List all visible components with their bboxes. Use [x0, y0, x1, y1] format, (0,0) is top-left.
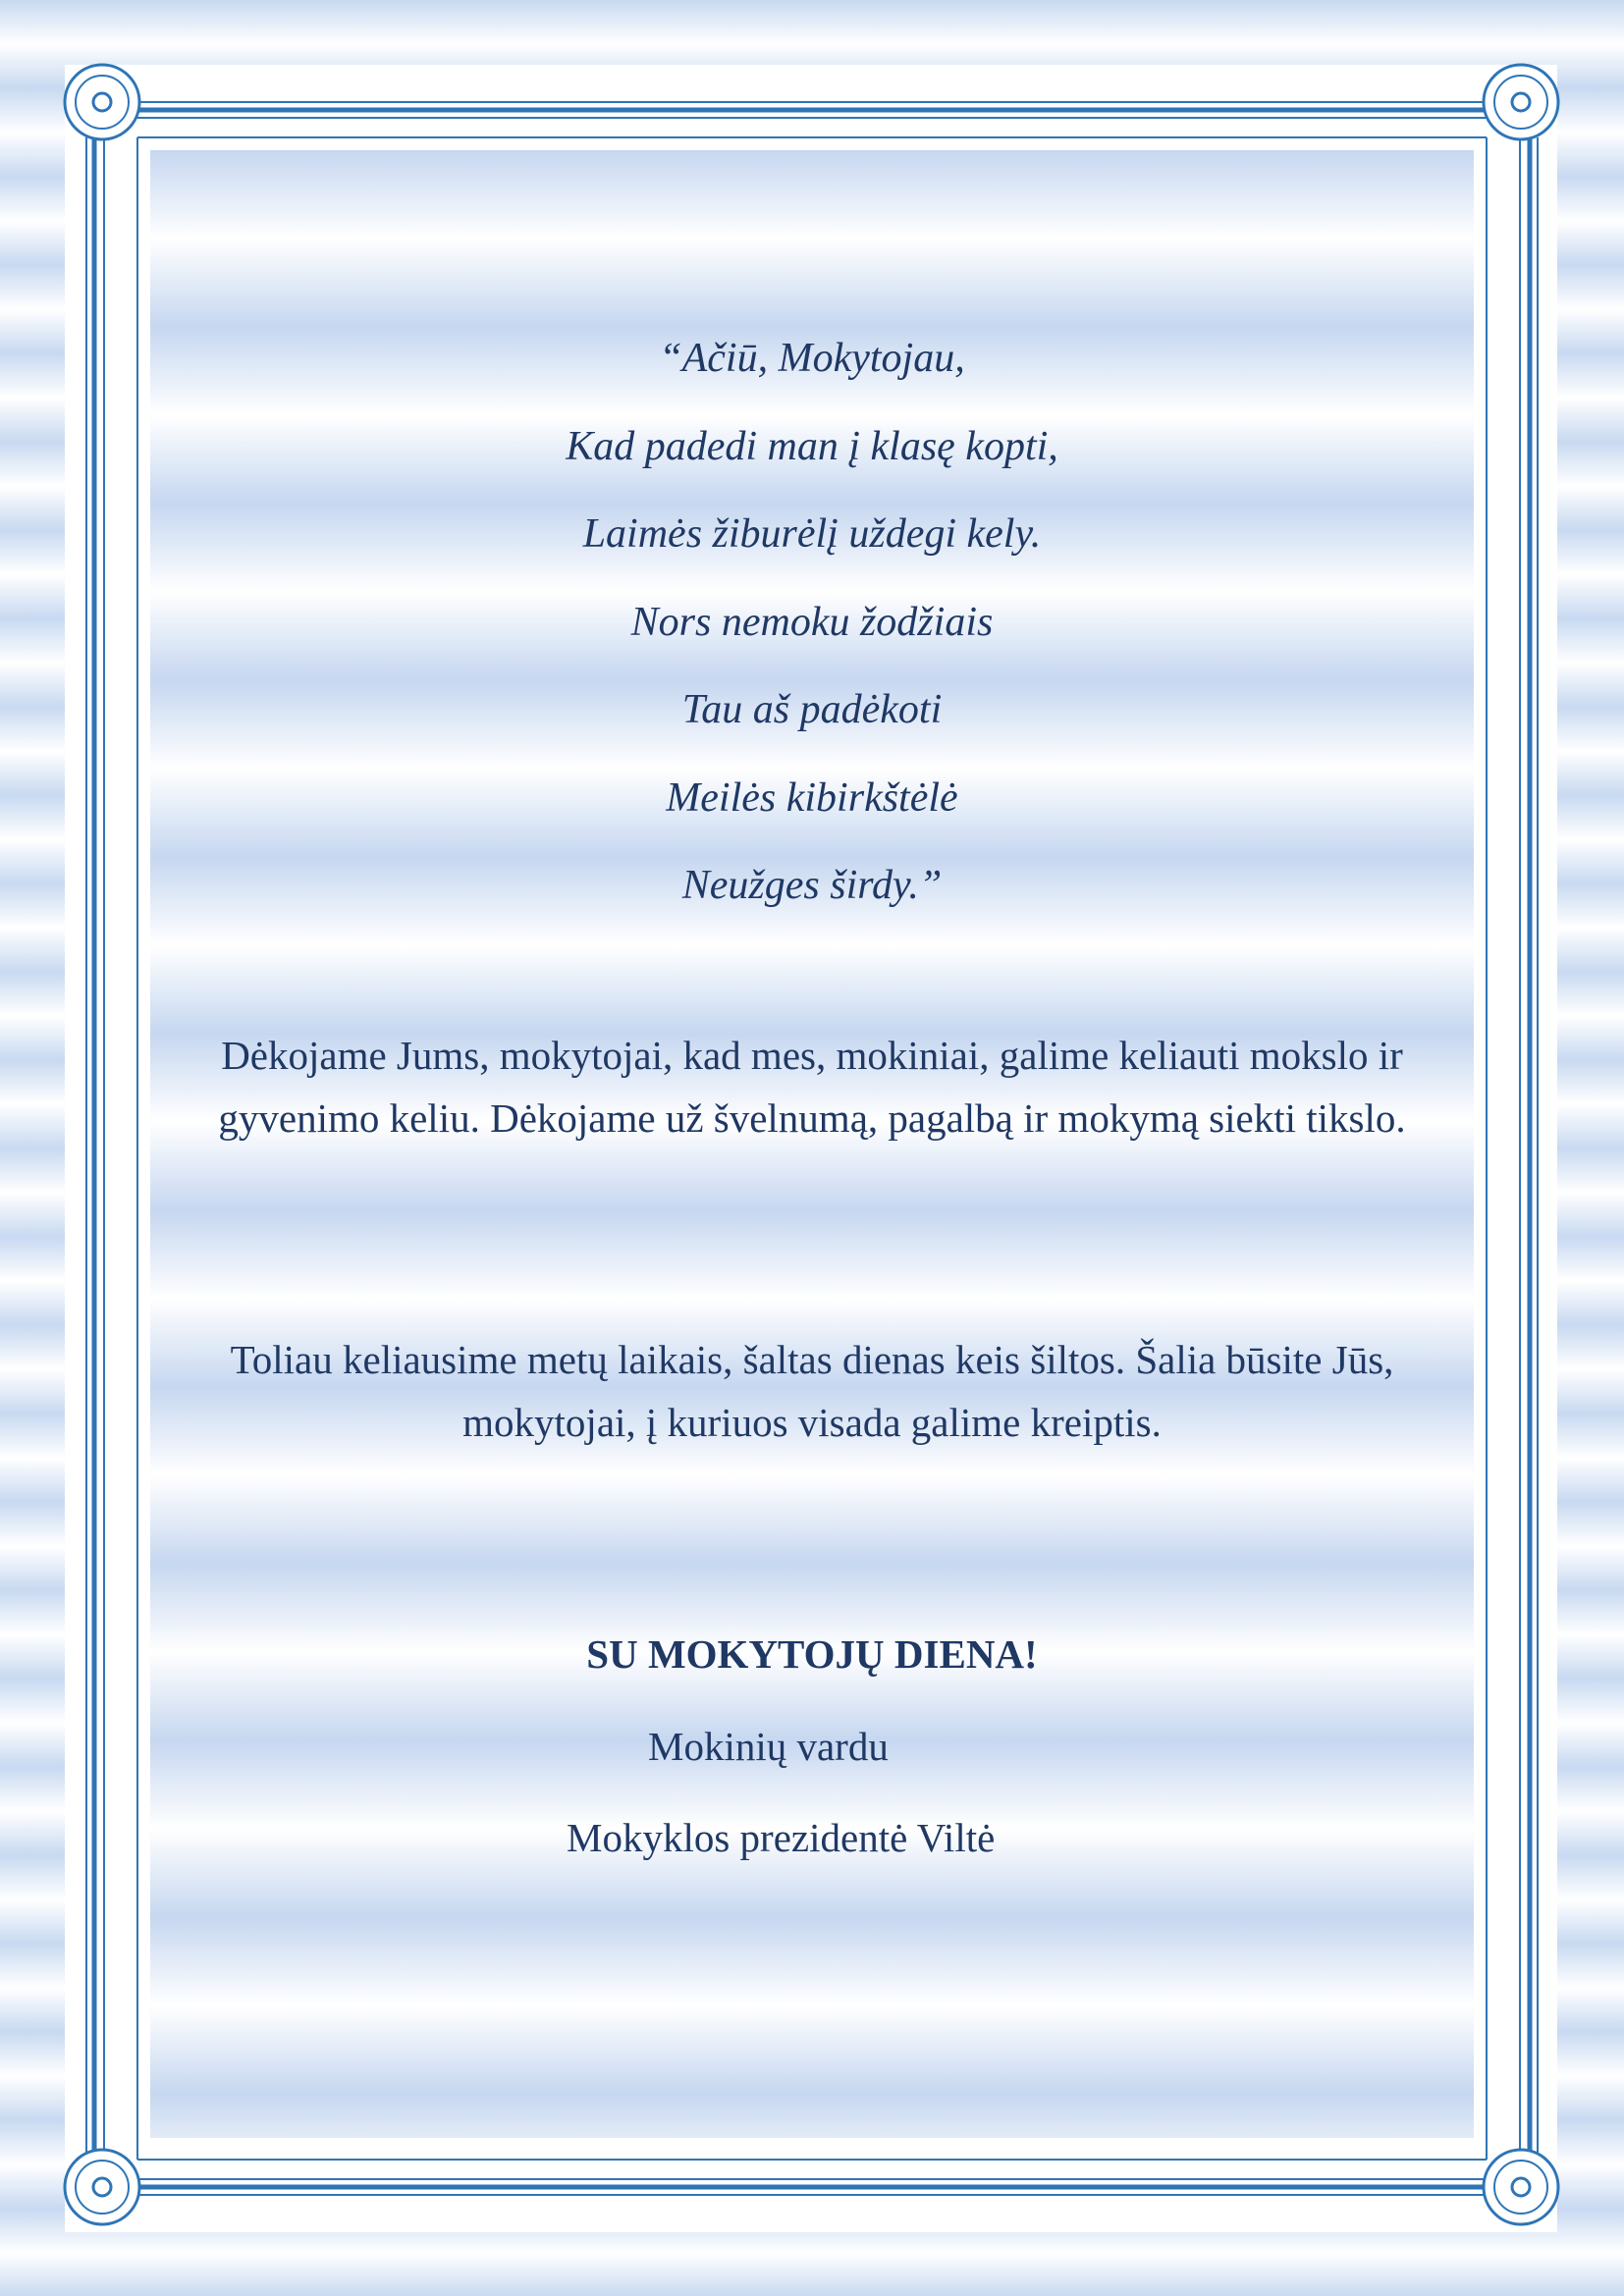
poem-line: “Ačiū, Mokytojau,	[659, 336, 965, 381]
poem-line: Nors nemoku žodžiais	[630, 599, 994, 645]
corner-ornament-icon	[65, 65, 139, 139]
poem-line: Laimės žiburėlį uždegi kely.	[582, 511, 1042, 557]
poem-line: Kad padedi man į klasę kopti,	[566, 423, 1058, 469]
thanks-paragraph: Dėkojame Jums, mokytojai, kad mes, mokiniai, galime keliauti mokslo ir gyvenimo keliu. Dėkojame už švelnumą, pagalbą ir mokymą siekti tikslo.	[218, 1033, 1406, 1141]
poem-line: Neužges širdy.”	[681, 863, 943, 908]
poem-line: Meilės kibirkštėlė	[666, 774, 958, 821]
signature-line-1: Mokinių vardu	[648, 1724, 889, 1769]
greeting-heading: SU MOKYTOJŲ DIENA!	[586, 1631, 1038, 1677]
poem	[150, 315, 1474, 931]
corner-ornament-icon	[65, 2150, 139, 2224]
corner-ornament-icon	[1484, 65, 1558, 139]
poem-line: Tau aš padėkoti	[681, 687, 943, 732]
corner-ornament-icon	[1484, 2150, 1558, 2224]
signature-line-2: Mokyklos prezidentė Viltė	[567, 1815, 996, 1860]
future-paragraph: Toliau keliausime metų laikais, šaltas dienas keis šiltos. Šalia būsite Jūs, mokytojai, į kuriuos visada galime kreiptis.	[230, 1337, 1394, 1445]
